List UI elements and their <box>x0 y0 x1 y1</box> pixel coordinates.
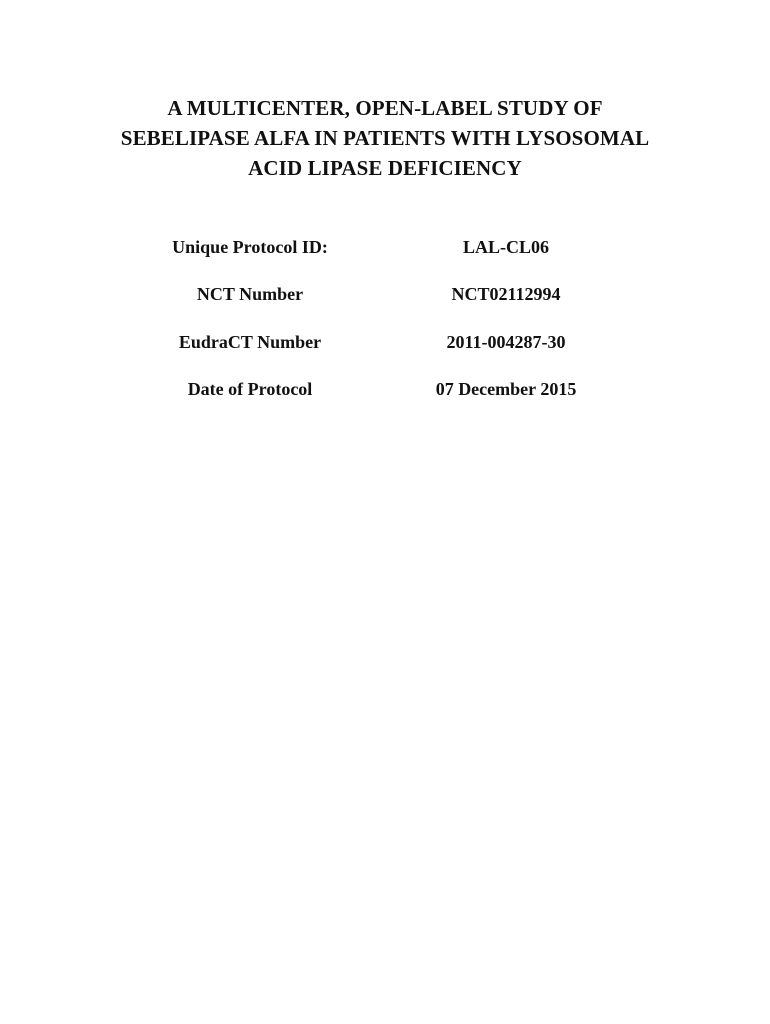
nct-number-value: NCT02112994 <box>451 284 561 305</box>
info-row-eudract-number <box>0 328 770 375</box>
protocol-info-table <box>0 233 770 422</box>
info-row-protocol-id <box>0 233 770 280</box>
title-line-1: A MULTICENTER, OPEN-LABEL STUDY OF <box>167 96 603 120</box>
protocol-id-label: Unique Protocol ID: <box>172 237 328 257</box>
eudract-number-label: EudraCT Number <box>178 331 322 352</box>
document-title <box>60 93 710 183</box>
nct-number-label: NCT Number <box>196 284 304 305</box>
protocol-date-label: Date of Protocol <box>187 378 313 399</box>
title-line-2: SEBELIPASE ALFA IN PATIENTS WITH LYSOSOMAL <box>120 126 650 150</box>
protocol-date-value: 07 December 2015 <box>435 378 577 399</box>
eudract-number-value: 2011-004287-30 <box>446 331 566 352</box>
info-row-protocol-date <box>0 375 770 422</box>
info-row-nct-number <box>0 280 770 327</box>
title-line-3: ACID LIPASE DEFICIENCY <box>248 156 522 180</box>
protocol-id-value: LAL-CL06 <box>462 237 549 257</box>
